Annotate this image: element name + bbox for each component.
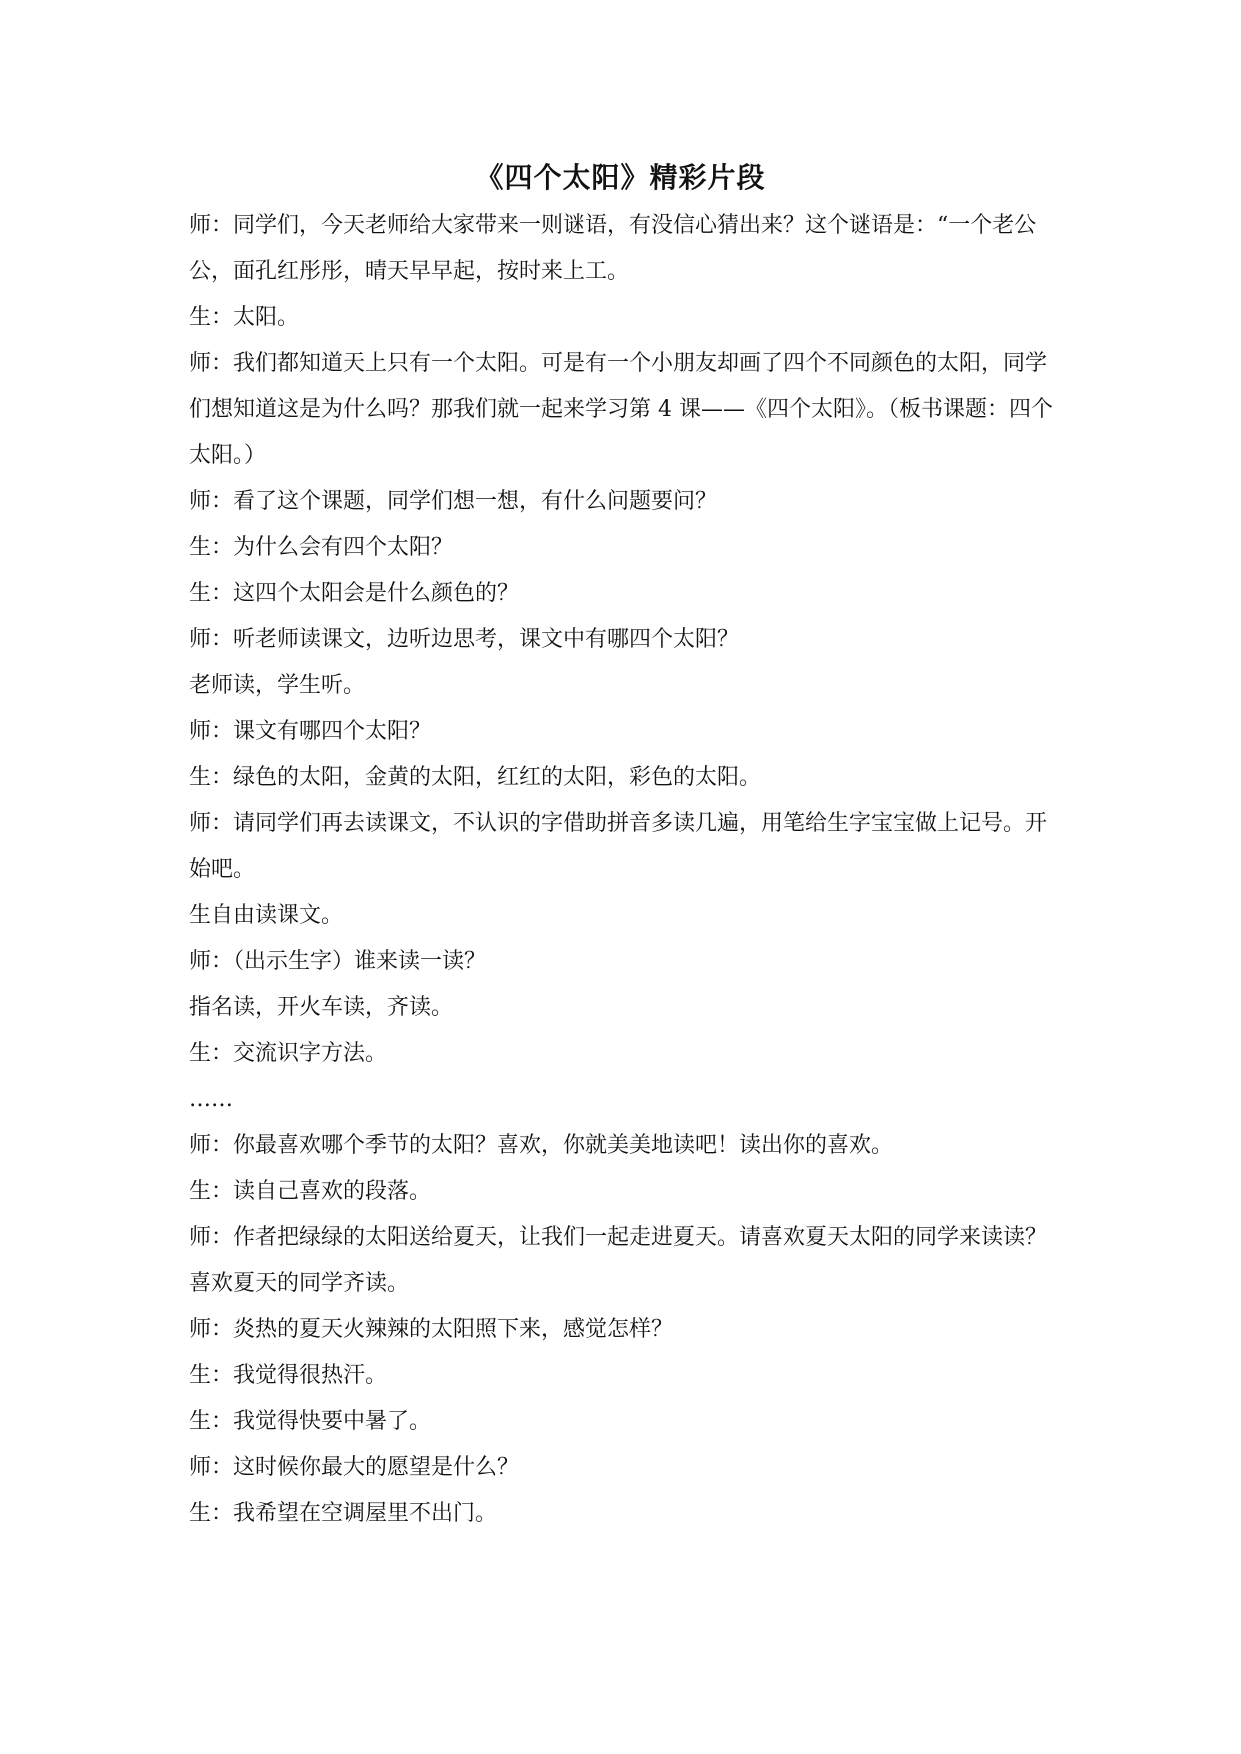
paragraph: 生：我觉得快要中暑了。: [189, 1409, 432, 1434]
paragraph: 师：同学们，今天老师给大家带来一则谜语，有没信心猜出来？这个谜语是：“一个老公公，面孔红彤彤，晴天早早起，按时来上工。: [189, 213, 1037, 284]
paragraph: 指名读，开火车读，齐读。: [189, 995, 454, 1020]
paragraph: 生：交流识字方法。: [189, 1041, 388, 1066]
paragraph: 师：听老师读课文，边听边思考，课文中有哪四个太阳？: [189, 627, 740, 652]
document-body: [189, 203, 1059, 1537]
paragraph: 师：这时候你最大的愿望是什么？: [189, 1455, 520, 1480]
paragraph: 生：我觉得很热汗。: [189, 1363, 388, 1388]
paragraph: 生：为什么会有四个太阳？: [189, 535, 454, 560]
paragraph: 师：作者把绿绿的太阳送给夏天，让我们一起走进夏天。请喜欢夏天太阳的同学来读读？: [189, 1225, 1048, 1250]
paragraph: 喜欢夏天的同学齐读。: [189, 1271, 410, 1296]
paragraph: 生：这四个太阳会是什么颜色的？: [189, 581, 520, 606]
paragraph: 师：请同学们再去读课文，不认识的字借助拼音多读几遍，用笔给生字宝宝做上记号。开始吧。: [189, 811, 1048, 882]
paragraph: 生：绿色的太阳，金黄的太阳，红红的太阳，彩色的太阳。: [189, 765, 762, 790]
paragraph: 师：你最喜欢哪个季节的太阳？喜欢，你就美美地读吧！读出你的喜欢。: [189, 1133, 894, 1158]
paragraph: 生：太阳。: [189, 305, 300, 330]
paragraph: 师：我们都知道天上只有一个太阳。可是有一个小朋友却画了四个不同颜色的太阳，同学们想知道这是为什么吗？那我们就一起来学习第 4 课——《四个太阳》。（板书课题：四个太阳。）: [189, 351, 1053, 468]
paragraph: 师：课文有哪四个太阳？: [189, 719, 432, 744]
ellipsis-paragraph: ……: [189, 1087, 233, 1112]
paragraph: 生：读自己喜欢的段落。: [189, 1179, 432, 1204]
paragraph: 生自由读课文。: [189, 903, 344, 928]
paragraph: 生：我希望在空调屋里不出门。: [189, 1501, 498, 1526]
paragraph: 师：看了这个课题，同学们想一想，有什么问题要问？: [189, 489, 718, 514]
paragraph: 师：炎热的夏天火辣辣的太阳照下来，感觉怎样？: [189, 1317, 674, 1342]
paragraph: 老师读，学生听。: [189, 673, 366, 698]
document-title: 《四个太阳》精彩片段: [475, 161, 766, 194]
paragraph: 师：（出示生字）谁来读一读？: [189, 949, 487, 974]
